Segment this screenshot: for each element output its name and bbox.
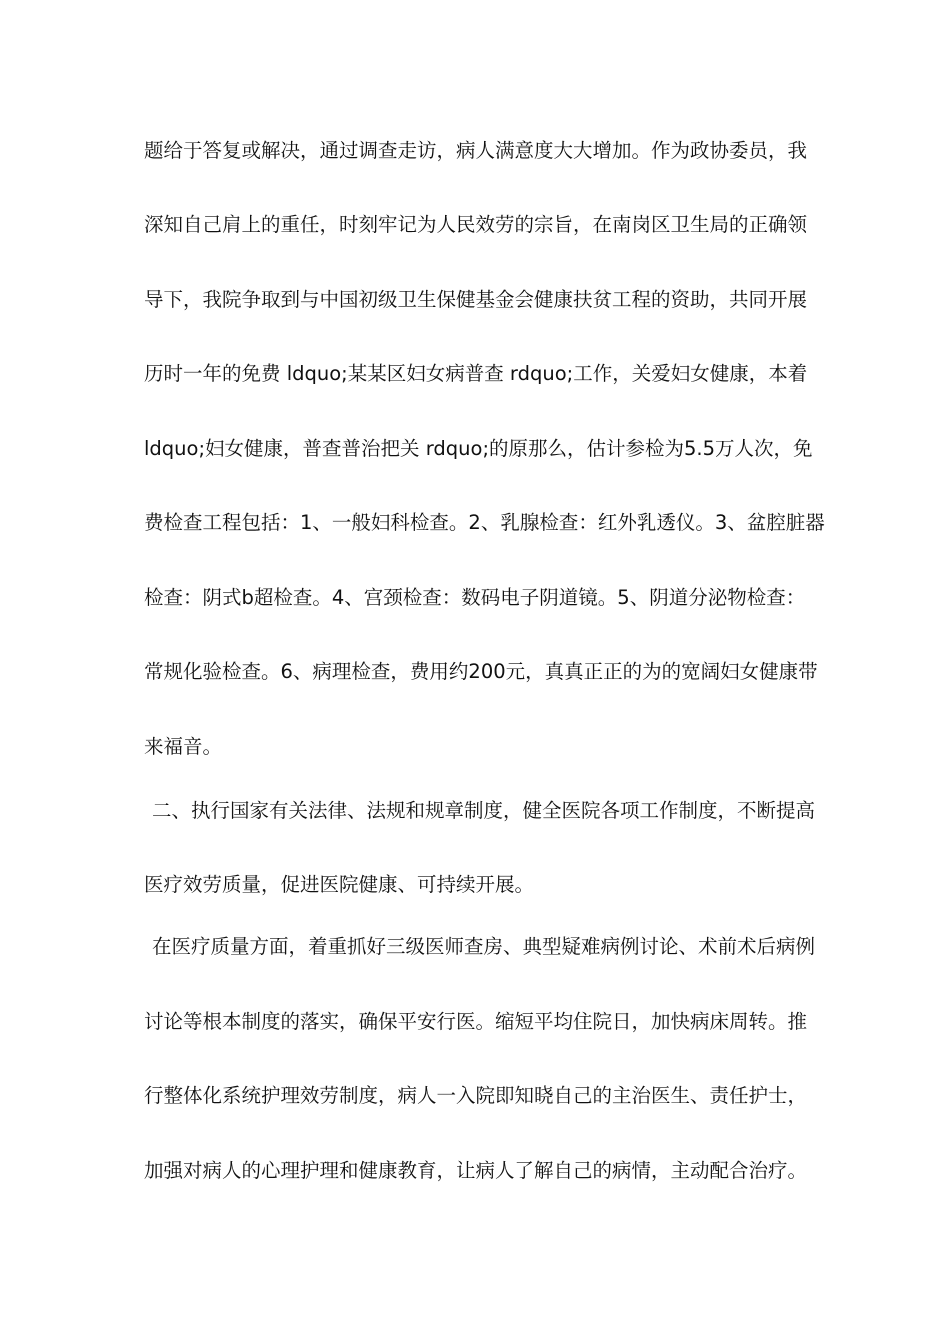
text-line-11: 医疗效劳质量，促进医院健康、可持续开展。 [144,873,535,896]
text-line-4: 历时一年的免费 ldquo;某某区妇女病普查 rdquo;工作，关爱妇女健康，本着 [144,362,808,385]
text-line-13: 讨论等根本制度的落实，确保平安行医。缩短平均住院日，加快病床周转。推 [144,1010,808,1033]
text-line-5: ldquo;妇女健康，普查普治把关 rdquo;的原那么，估计参检为5.5万人次，免 [144,437,813,460]
text-line-15: 加强对病人的心理护理和健康教育，让病人了解自己的病情，主动配合治疗。 [144,1159,808,1182]
paragraph-start-line: 在医疗质量方面，着重抓好三级医师查房、典型疑难病例讨论、术前术后病例 [152,935,816,958]
text-line-14: 行整体化系统护理效劳制度，病人一入院即知晓自己的主治医生、责任护士， [144,1084,808,1107]
text-line-2: 深知自己肩上的重任，时刻牢记为人民效劳的宗旨，在南岗区卫生局的正确领 [144,213,808,236]
text-line-6: 费检查工程包括：1、一般妇科检查。2、乳腺检查：红外乳透仪。3、盆腔脏器 [144,511,825,534]
text-line-7: 检查：阴式b超检查。4、宫颈检查：数码电子阴道镜。5、阴道分泌物检查： [144,586,806,609]
text-line-3: 导下，我院争取到与中国初级卫生保健基金会健康扶贫工程的资助，共同开展 [144,288,808,311]
section-heading-2: 二、执行国家有关法律、法规和规章制度，健全医院各项工作制度，不断提高 [152,799,816,822]
text-line-1: 题给于答复或解决，通过调查走访，病人满意度大大增加。作为政协委员，我 [144,139,808,162]
text-line-8: 常规化验检查。6、病理检查，费用约200元，真真正正的为的宽阔妇女健康带 [144,660,818,683]
text-line-9: 来福音。 [144,735,223,758]
